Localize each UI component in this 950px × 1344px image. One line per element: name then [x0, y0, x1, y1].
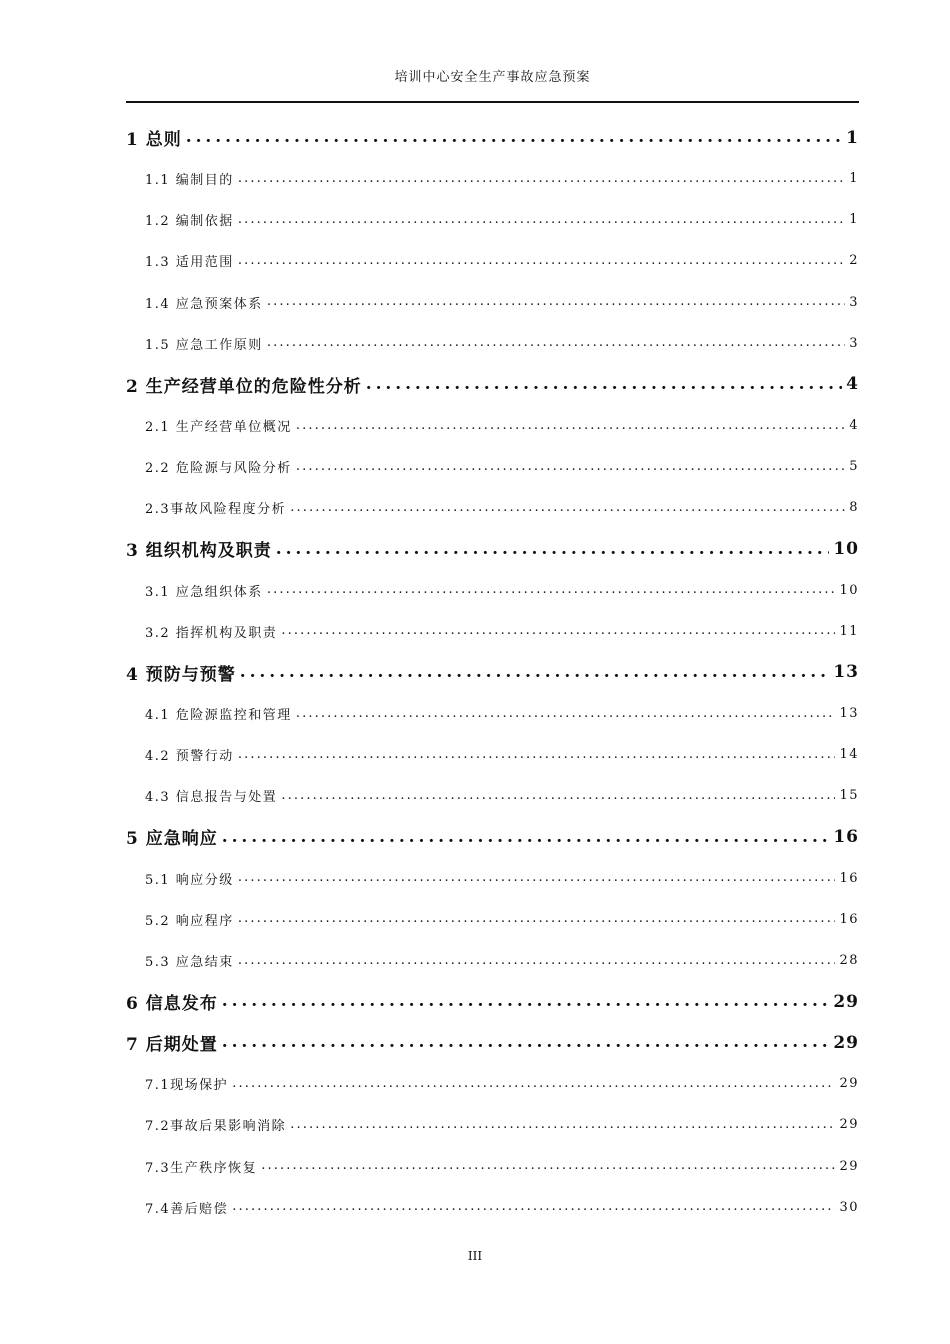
- toc-dot-leader: [281, 788, 835, 804]
- toc-entry-title: 2.2 危险源与风险分析: [145, 461, 292, 477]
- toc-dot-leader: [290, 500, 845, 516]
- toc-entry-page: 1: [849, 212, 859, 228]
- toc-dot-leader: [232, 1199, 835, 1215]
- toc-entry-title: 1.4 应急预案体系: [145, 296, 263, 312]
- toc-entry-page: 4: [846, 374, 859, 395]
- toc-entry[interactable]: [126, 734, 859, 775]
- page-number: III: [467, 1249, 483, 1263]
- header-divider: [126, 101, 859, 103]
- toc-entry[interactable]: [126, 240, 859, 281]
- toc-entry-title: 4.2 预警行动: [145, 749, 234, 765]
- toc-entry-page: 28: [839, 952, 859, 968]
- toc-entry[interactable]: [126, 570, 859, 611]
- toc-dot-leader: [238, 747, 836, 763]
- toc-entry-title: 2 生产经营单位的危险性分析: [126, 376, 362, 397]
- toc-dot-leader: [240, 662, 830, 682]
- toc-entry[interactable]: [126, 405, 859, 446]
- toc-entry-title: 7.4善后赔偿: [145, 1201, 229, 1217]
- toc-entry-title: 4 预防与预警: [126, 664, 236, 685]
- toc-entry[interactable]: [126, 981, 859, 1022]
- toc-entry-title: 5 应急响应: [126, 829, 218, 850]
- toc-entry-page: 3: [849, 294, 859, 310]
- toc-entry[interactable]: [126, 528, 859, 569]
- toc-entry-title: 5.3 应急结束: [145, 954, 234, 970]
- toc-entry-page: 29: [839, 1117, 859, 1133]
- toc-entry-title: 7.3生产秩序恢复: [145, 1160, 258, 1176]
- toc-entry-title: 1.2 编制依据: [145, 214, 234, 230]
- toc-entry-title: 2.3事故风险程度分析: [145, 502, 287, 518]
- toc-entry-title: 6 信息发布: [126, 994, 218, 1015]
- toc-entry-page: 1: [846, 127, 859, 148]
- toc-dot-leader: [238, 253, 845, 269]
- toc-entry[interactable]: [126, 158, 859, 199]
- toc-entry-page: 11: [839, 623, 859, 639]
- toc-entry-title: 5.1 响应分级: [145, 872, 234, 888]
- toc-entry-page: 14: [839, 747, 859, 763]
- toc-entry-title: 3.2 指挥机构及职责: [145, 625, 278, 641]
- toc-entry[interactable]: [126, 1022, 859, 1063]
- toc-entry[interactable]: [126, 323, 859, 364]
- toc-dot-leader: [238, 870, 836, 886]
- toc-entry-title: 5.2 响应程序: [145, 913, 234, 929]
- toc-entry-page: 16: [839, 911, 859, 927]
- toc-entry-page: 29: [839, 1158, 859, 1174]
- toc-entry[interactable]: [126, 652, 859, 693]
- toc-dot-leader: [222, 991, 830, 1011]
- toc-entry-page: 30: [839, 1199, 859, 1215]
- toc-dot-leader: [238, 953, 836, 969]
- toc-entry-title: 1.3 适用范围: [145, 255, 234, 271]
- toc-entry-page: 29: [833, 1032, 859, 1053]
- toc-entry-title: 1.5 应急工作原则: [145, 337, 263, 353]
- toc-entry[interactable]: [126, 487, 859, 528]
- toc-entry[interactable]: [126, 1104, 859, 1145]
- toc-entry[interactable]: [126, 1063, 859, 1104]
- page-header-title: 培训中心安全生产事故应急预案: [394, 70, 591, 85]
- toc-entry-page: 29: [833, 991, 859, 1012]
- toc-dot-leader: [296, 459, 845, 475]
- toc-entry-title: 7.1现场保护: [145, 1078, 229, 1094]
- toc-dot-leader: [281, 623, 835, 639]
- toc-entry-page: 1: [849, 171, 859, 187]
- toc-entry[interactable]: [126, 199, 859, 240]
- toc-entry[interactable]: [126, 364, 859, 405]
- toc-entry-page: 13: [839, 706, 859, 722]
- toc-dot-leader: [186, 127, 842, 147]
- toc-entry-title: 4.1 危险源监控和管理: [145, 708, 292, 724]
- toc-entry-page: 10: [839, 582, 859, 598]
- toc-entry[interactable]: [126, 693, 859, 734]
- toc-entry-page: 16: [839, 870, 859, 886]
- toc-dot-leader: [222, 827, 830, 847]
- toc-entry-page: 10: [833, 538, 859, 559]
- toc-dot-leader: [267, 294, 845, 310]
- toc-entry[interactable]: [126, 446, 859, 487]
- toc-entry-title: 7 后期处置: [126, 1035, 218, 1056]
- toc-entry[interactable]: [126, 858, 859, 899]
- toc-entry-title: 3.1 应急组织体系: [145, 584, 263, 600]
- toc-entry-page: 3: [849, 335, 859, 351]
- toc-entry-page: 4: [849, 418, 859, 434]
- toc-entry[interactable]: [126, 940, 859, 981]
- toc-dot-leader: [296, 706, 836, 722]
- toc-dot-leader: [238, 171, 845, 187]
- toc-dot-leader: [267, 582, 836, 598]
- toc-dot-leader: [238, 911, 836, 927]
- toc-dot-leader: [276, 539, 830, 559]
- toc-entry-page: 16: [833, 826, 859, 847]
- toc-dot-leader: [232, 1076, 835, 1092]
- toc-entry-title: 1 总则: [126, 130, 182, 151]
- toc-dot-leader: [267, 335, 845, 351]
- toc-entry-title: 3 组织机构及职责: [126, 541, 272, 562]
- toc-entry[interactable]: [126, 816, 859, 857]
- toc-dot-leader: [222, 1032, 830, 1052]
- toc-entry-page: 15: [839, 788, 859, 804]
- toc-dot-leader: [366, 374, 842, 394]
- toc-entry-page: 5: [849, 459, 859, 475]
- toc-entry-title: 4.3 信息报告与处置: [145, 790, 278, 806]
- toc-entry-page: 8: [849, 500, 859, 516]
- toc-entry-page: 13: [833, 662, 859, 683]
- toc-entry[interactable]: [126, 1146, 859, 1187]
- toc-entry-title: 1.1 编制目的: [145, 173, 234, 189]
- toc-entry[interactable]: [126, 899, 859, 940]
- toc-entry[interactable]: [126, 1187, 859, 1228]
- toc-entry-page: 29: [839, 1076, 859, 1092]
- toc-dot-leader: [290, 1117, 835, 1133]
- toc-dot-leader: [261, 1158, 835, 1174]
- toc-dot-leader: [296, 418, 845, 434]
- toc-entry-title: 2.1 生产经营单位概况: [145, 420, 292, 436]
- toc-entry[interactable]: [126, 775, 859, 816]
- toc-entry-title: 7.2事故后果影响消除: [145, 1119, 287, 1135]
- toc-entry[interactable]: [126, 282, 859, 323]
- toc-entry-page: 2: [849, 253, 859, 269]
- table-of-contents: [126, 117, 859, 1228]
- toc-entry[interactable]: [126, 117, 859, 158]
- toc-entry[interactable]: [126, 611, 859, 652]
- toc-dot-leader: [238, 212, 845, 228]
